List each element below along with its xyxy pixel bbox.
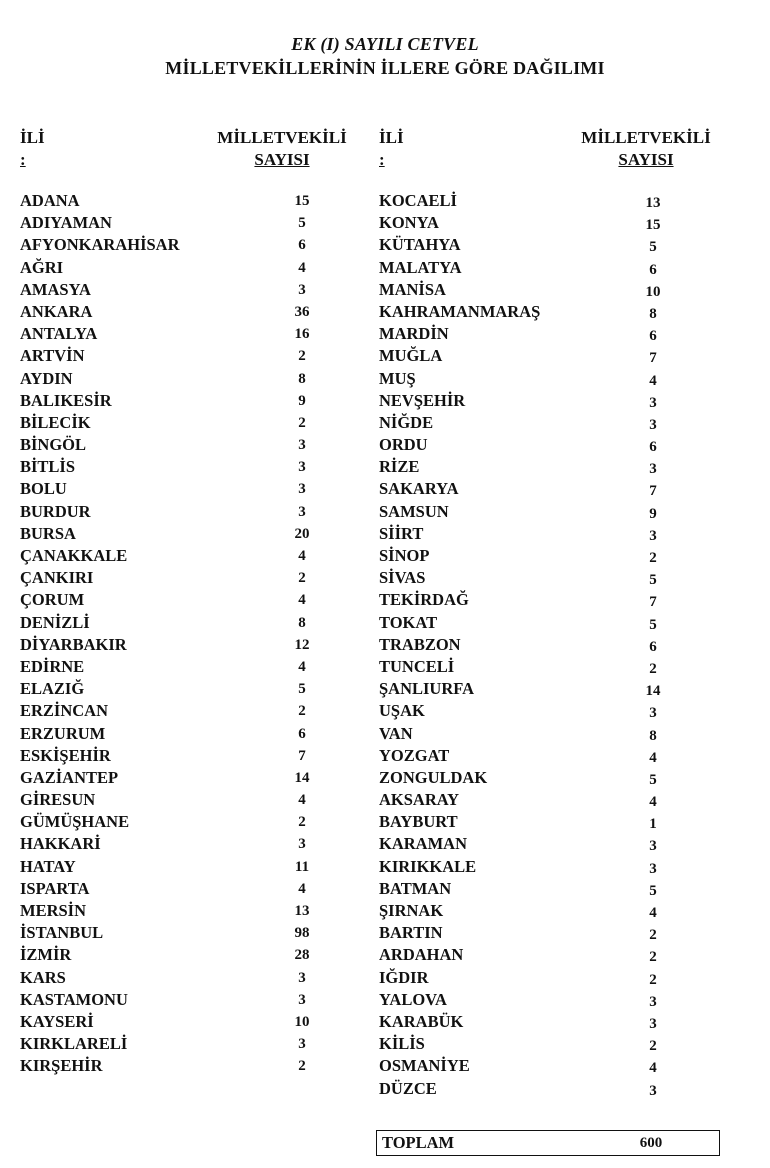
province-name: ELAZIĞ [20, 679, 85, 699]
province-name: BALIKESİR [20, 390, 112, 410]
deputy-count: 2 [298, 348, 306, 365]
province-name: KIRKLARELİ [20, 1034, 128, 1054]
province-name: NEVŞEHİR [379, 390, 466, 410]
deputy-count: 5 [298, 681, 306, 698]
province-name: SİİRT [379, 523, 424, 543]
deputy-count: 10 [294, 1013, 310, 1030]
province-name: ADANA [20, 191, 80, 210]
deputy-count: 10 [645, 283, 661, 300]
deputy-count: 2 [298, 1058, 306, 1075]
province-name: ÇANAKKALE [20, 546, 128, 565]
deputy-count: 7 [298, 747, 306, 764]
province-name: ZONGULDAK [379, 767, 488, 787]
province-name: İSTANBUL [20, 923, 104, 943]
province-name: MANİSA [379, 279, 446, 299]
deputy-count: 2 [298, 414, 306, 431]
province-name: NİĞDE [379, 412, 434, 432]
province-name: KARAMAN [379, 834, 467, 854]
deputy-count: 98 [294, 925, 310, 942]
deputy-count: 3 [649, 860, 657, 877]
deputy-count: 20 [294, 525, 310, 542]
deputy-count: 11 [294, 858, 310, 875]
province-name: YALOVA [379, 989, 447, 1009]
deputy-count: 16 [294, 326, 310, 343]
province-name: EDİRNE [20, 656, 85, 676]
province-name: KIRIKKALE [379, 856, 477, 876]
deputy-count: 6 [649, 439, 657, 456]
deputy-count: 1 [649, 816, 657, 833]
province-name: ANTALYA [20, 324, 98, 344]
province-name: GİRESUN [20, 790, 96, 810]
deputy-count: 6 [649, 638, 657, 655]
deputy-count: 6 [649, 328, 657, 345]
province-name: MUŞ [379, 368, 416, 388]
province-name: YOZGAT [379, 745, 450, 765]
deputy-count: 2 [298, 703, 306, 720]
province-name: HAKKARİ [20, 834, 101, 854]
deputy-count: 3 [649, 394, 657, 411]
province-name: ÇORUM [20, 590, 85, 610]
deputy-count: 9 [649, 505, 657, 522]
province-name: ISPARTA [20, 878, 90, 898]
province-name: BATMAN [379, 878, 452, 898]
province-name: BARTIN [379, 923, 443, 943]
deputy-count: 14 [294, 769, 310, 786]
deputy-count: 5 [649, 882, 657, 899]
deputy-count: 8 [649, 727, 657, 744]
province-name: BİNGÖL [20, 435, 87, 455]
deputy-count: 4 [298, 880, 306, 897]
province-name: DİYARBAKIR [20, 634, 127, 654]
province-name: ŞANLIURFA [379, 679, 475, 699]
deputy-count: 2 [649, 971, 657, 988]
province-name: HATAY [20, 856, 76, 876]
province-name: KAYSERİ [20, 1011, 94, 1031]
deputy-count: 4 [649, 794, 657, 811]
deputy-count: 4 [649, 749, 657, 766]
deputy-count: 13 [645, 195, 661, 211]
left-province-header [20, 127, 45, 171]
deputy-count: 12 [294, 636, 310, 653]
deputy-count: 8 [298, 614, 306, 631]
province-name: KARS [20, 967, 66, 987]
province-name: BİTLİS [20, 457, 76, 477]
deputy-count: 4 [298, 548, 306, 564]
province-name: KONYA [379, 213, 439, 233]
deputy-count: 2 [649, 949, 657, 966]
deputy-count: 3 [298, 1036, 306, 1053]
deputy-count: 2 [298, 570, 306, 587]
province-name: ARDAHAN [379, 945, 464, 965]
province-name: OSMANİYE [379, 1056, 470, 1076]
province-name: AYDIN [20, 368, 73, 388]
province-name: ERZURUM [20, 723, 106, 743]
deputy-count: 13 [294, 903, 310, 919]
province-name: MERSİN [20, 901, 87, 920]
province-name: MALATYA [379, 257, 462, 277]
deputy-count: 5 [298, 215, 306, 232]
province-name: AMASYA [20, 279, 91, 299]
province-name: ESKİŞEHİR [20, 745, 111, 765]
deputy-count: 5 [649, 771, 657, 788]
province-name: BOLU [20, 479, 67, 499]
deputy-count: 4 [649, 1060, 657, 1077]
province-name: MARDİN [379, 324, 449, 344]
deputy-count: 15 [294, 193, 310, 209]
province-name: ADIYAMAN [20, 213, 112, 233]
deputy-count: 3 [649, 993, 657, 1010]
deputy-count: 6 [649, 261, 657, 278]
deputy-count: 5 [649, 616, 657, 633]
province-name: BAYBURT [379, 812, 458, 832]
deputy-count: 3 [298, 459, 306, 476]
province-name: BİLECİK [20, 412, 91, 432]
province-name: SİVAS [379, 568, 426, 588]
province-name: ŞIRNAK [379, 901, 444, 920]
province-name: KOCAELİ [379, 191, 457, 210]
province-name: KASTAMONU [20, 989, 128, 1009]
deputy-count: 4 [298, 592, 306, 609]
province-name: ÇANKIRI [20, 568, 94, 588]
deputy-count: 3 [649, 416, 657, 433]
document-title: EK (I) SAYILI CETVEL [291, 34, 479, 54]
deputy-count: 3 [298, 836, 306, 853]
deputy-count: 5 [649, 239, 657, 256]
deputy-count: 3 [298, 969, 306, 986]
deputy-count: 8 [649, 305, 657, 322]
deputy-count: 7 [649, 594, 657, 611]
document-subtitle: MİLLETVEKİLLERİNİN İLLERE GÖRE DAĞILIMI [165, 58, 605, 78]
deputy-count: 8 [298, 370, 306, 387]
left-count-header [212, 127, 352, 171]
left-count-header-line1: MİLLETVEKİLİ [217, 128, 347, 147]
deputy-count: 2 [649, 550, 657, 566]
province-name: ARTVİN [20, 346, 85, 366]
province-name: VAN [379, 723, 413, 743]
province-name: GÜMÜŞHANE [20, 812, 130, 832]
total-label: TOPLAM [382, 1133, 455, 1152]
province-name: AKSARAY [379, 790, 460, 810]
deputy-count: 3 [298, 503, 306, 520]
province-name: AĞRI [20, 257, 64, 277]
deputy-count: 4 [649, 372, 657, 389]
deputy-count: 2 [649, 927, 657, 944]
deputy-count: 2 [649, 1038, 657, 1055]
deputy-count: 4 [649, 905, 657, 921]
deputy-count: 7 [649, 350, 657, 367]
deputy-count: 3 [298, 481, 306, 498]
province-name: İZMİR [20, 945, 72, 965]
deputy-count: 14 [645, 683, 661, 700]
right-province-header [379, 127, 404, 171]
province-name: KARABÜK [379, 1011, 464, 1031]
right-province-header-line1: İLİ [379, 128, 404, 147]
deputy-count: 5 [649, 572, 657, 589]
province-name: BURDUR [20, 501, 91, 521]
province-name: BURSA [20, 523, 76, 543]
deputy-count: 3 [649, 838, 657, 855]
deputy-count: 3 [649, 1082, 657, 1099]
province-name: ERZİNCAN [20, 701, 109, 721]
province-name: DENİZLİ [20, 612, 90, 632]
province-name: ANKARA [20, 301, 93, 321]
province-name: ORDU [379, 435, 428, 455]
province-name: RİZE [379, 457, 420, 477]
province-name: GAZİANTEP [20, 767, 119, 787]
deputy-count: 28 [294, 947, 310, 964]
deputy-count: 3 [649, 1015, 657, 1032]
province-name: AFYONKARAHİSAR [20, 235, 180, 255]
deputy-count: 7 [649, 483, 657, 500]
deputy-count: 6 [298, 237, 306, 254]
province-name: IĞDIR [379, 967, 429, 987]
deputy-count: 6 [298, 725, 306, 742]
deputy-count: 9 [298, 392, 306, 409]
total-value: 600 [639, 1135, 663, 1151]
deputy-count: 4 [298, 792, 306, 809]
deputy-count: 3 [649, 527, 657, 544]
province-name: SİNOP [379, 546, 430, 565]
right-province-header-line2: : [379, 150, 385, 169]
province-name: SAKARYA [379, 479, 459, 499]
province-name: KÜTAHYA [379, 235, 461, 255]
left-province-header-line1: İLİ [20, 128, 45, 147]
province-name: DÜZCE [379, 1078, 437, 1098]
province-name: TUNCELİ [379, 656, 455, 676]
deputy-count: 4 [298, 259, 306, 276]
province-name: TOKAT [379, 612, 438, 632]
right-count-header [576, 127, 716, 171]
right-count-header-line2: SAYISI [618, 150, 674, 169]
province-name: KİLİS [379, 1034, 425, 1054]
deputy-count: 3 [298, 991, 306, 1008]
province-name: UŞAK [379, 701, 425, 721]
total-box [376, 1130, 720, 1156]
deputy-count: 4 [298, 658, 306, 675]
deputy-count: 3 [649, 705, 657, 722]
deputy-count: 36 [294, 303, 310, 320]
province-name: TRABZON [379, 634, 461, 654]
deputy-count: 3 [298, 281, 306, 298]
province-name: SAMSUN [379, 501, 449, 521]
deputy-count: 2 [649, 660, 657, 677]
left-count-header-line2: SAYISI [254, 150, 310, 169]
right-count-header-line1: MİLLETVEKİLİ [581, 128, 711, 147]
province-name: TEKİRDAĞ [379, 590, 469, 610]
left-province-header-line2: : [20, 150, 26, 169]
province-name: KAHRAMANMARAŞ [379, 301, 541, 321]
deputy-count: 2 [298, 814, 306, 831]
deputy-count: 3 [649, 461, 657, 478]
province-name: MUĞLA [379, 346, 443, 366]
deputy-count: 15 [645, 217, 661, 234]
deputy-count: 3 [298, 437, 306, 454]
province-name: KIRŞEHİR [20, 1056, 103, 1076]
